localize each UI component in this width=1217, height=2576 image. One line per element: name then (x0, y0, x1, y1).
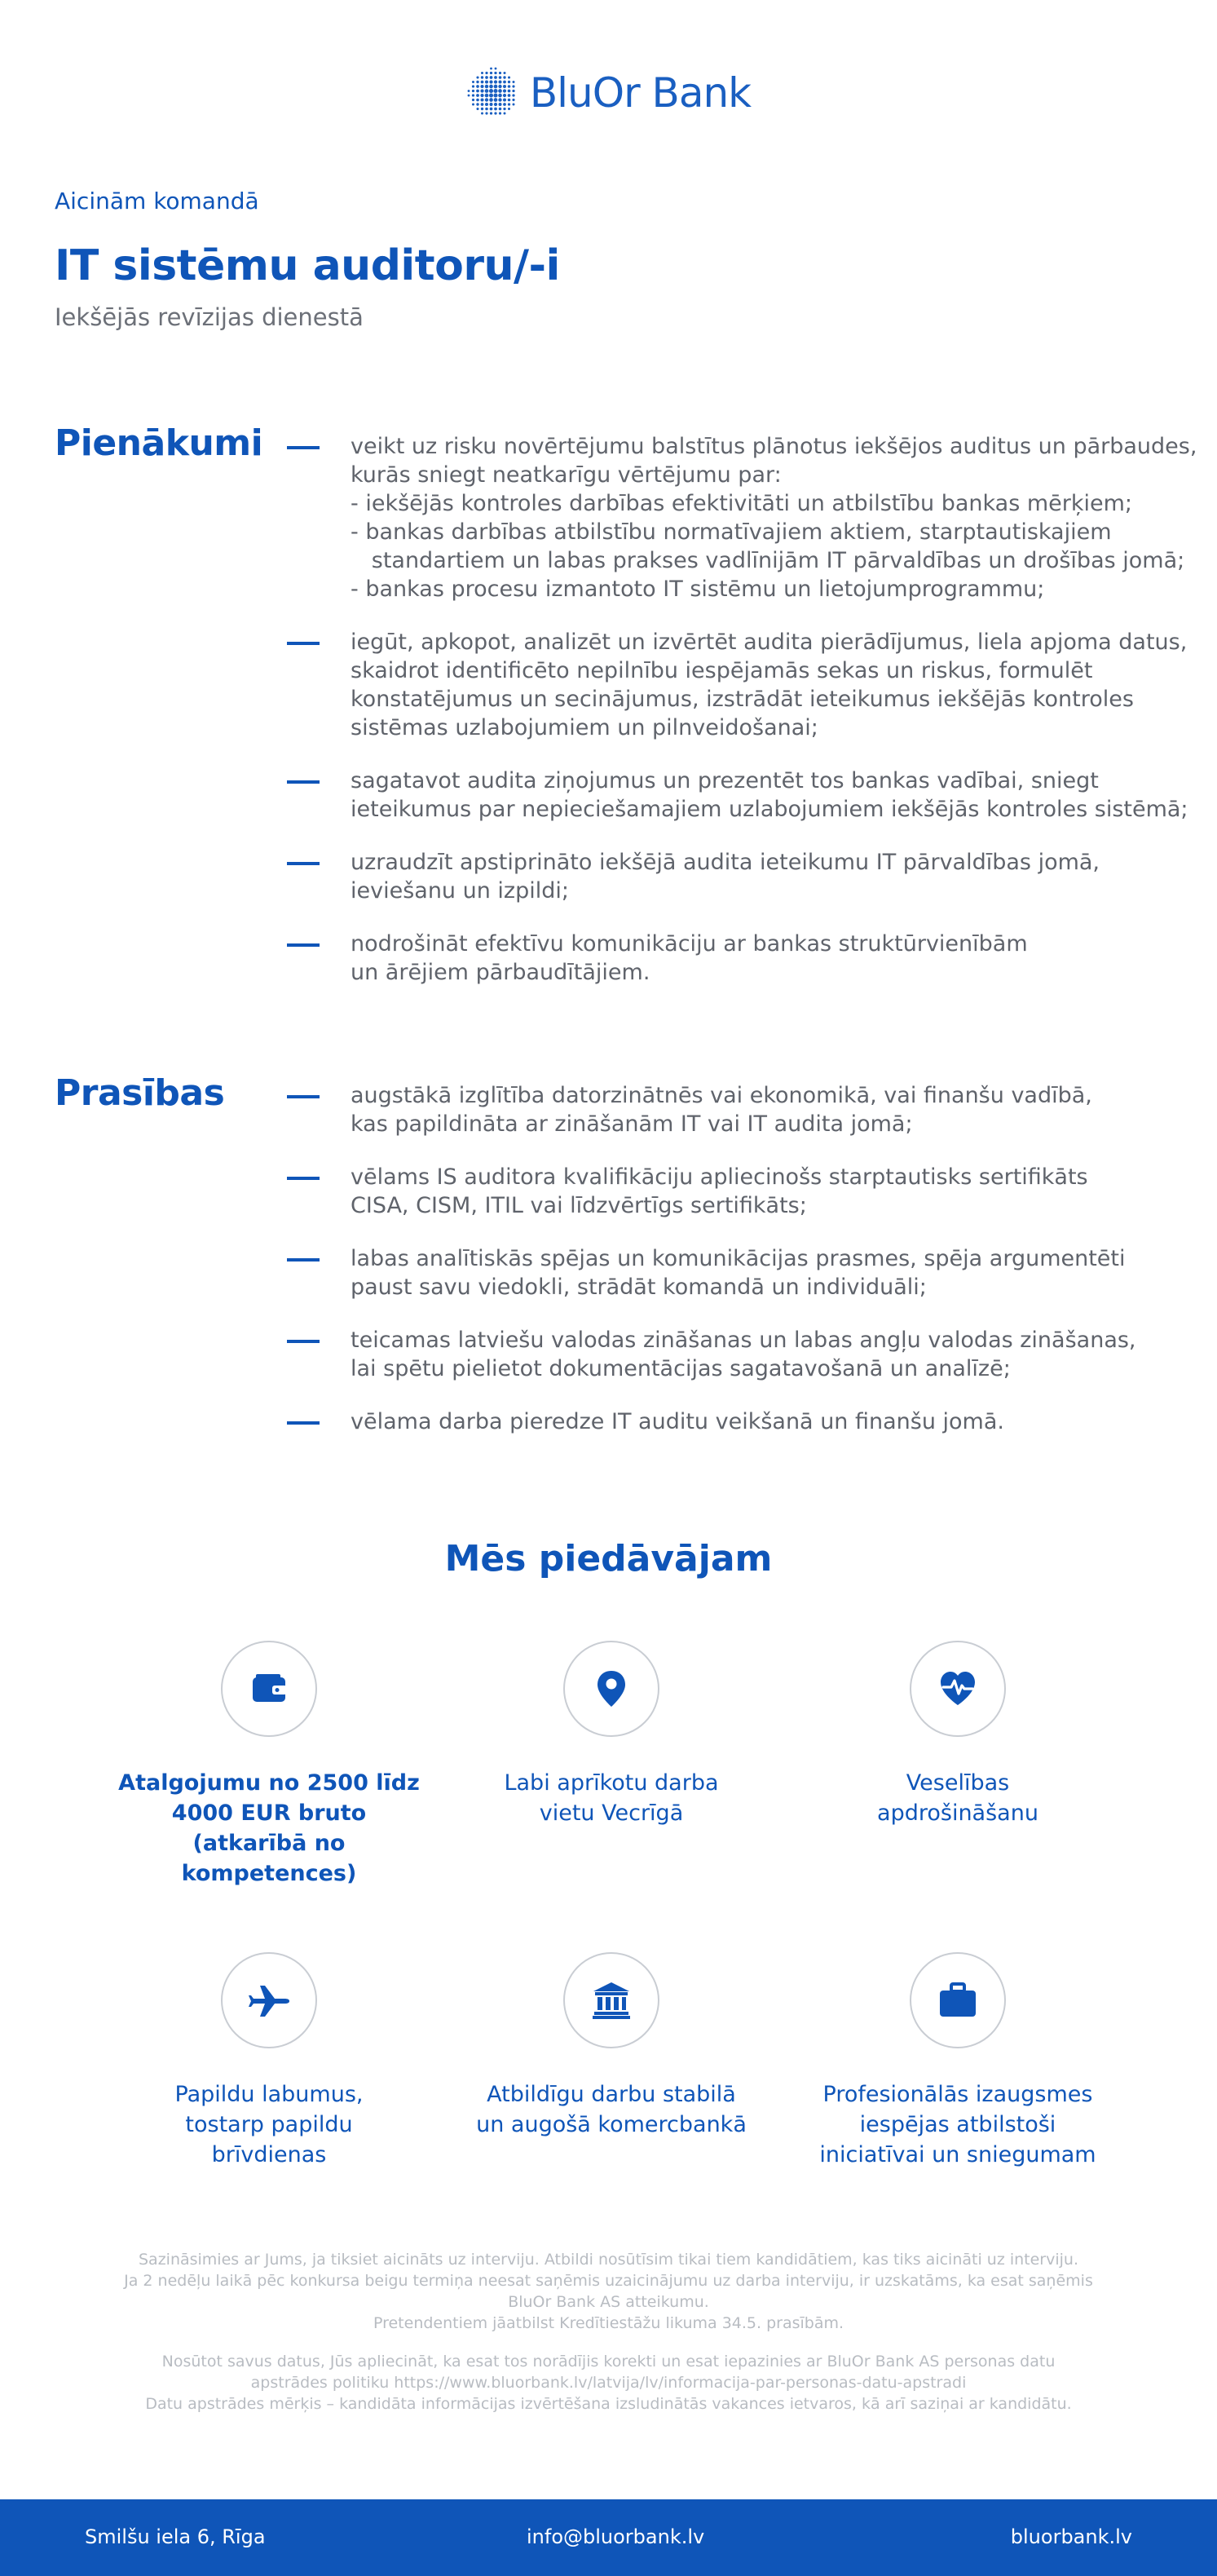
requirement-item-line: paust savu viedokli, strādāt komandā un individuāli; (351, 1275, 927, 1300)
duty-item-line: kurās sniegt neatkarīgu vērtējumu par: (351, 462, 782, 488)
offer-heading: Mēs piedāvājam (444, 1538, 773, 1580)
fine-print-line: Datu apstrādes mērķis – kandidāta informācijas izvērtēšana izsludinātās vakances ietvaros, kā arī saziņai ar kandidātu. (145, 2395, 1072, 2413)
offer-label-line: (atkarībā no (192, 1831, 346, 1856)
footer-website-link[interactable]: bluorbank.lv (1010, 2525, 1132, 2548)
duty-item (287, 848, 1192, 905)
job-title: IT sistēmu auditoru/-i (55, 241, 560, 290)
requirement-item-line: labas analītiskās spējas un komunikācijas prasmes, spēja argumentēti (351, 1246, 1126, 1271)
duty-item-line: nodrošināt efektīvu komunikāciju ar bankas struktūrvienībām (351, 931, 1028, 957)
duty-item-line: sagatavot audita ziņojumus un prezentēt tos bankas vadībai, sniegt (351, 768, 1099, 793)
offer-label-line: Profesionālās izaugsmes (822, 2082, 1093, 2107)
requirement-item-line: lai spētu pielietot dokumentācijas sagatavošanā un analīzē; (351, 1356, 1011, 1381)
offer-card (795, 1952, 1121, 2170)
requirement-item-line: kas papildināta ar zināšanām IT vai IT audita jomā; (351, 1111, 913, 1137)
offer-label-line: Papildu labumus, (174, 2082, 364, 2107)
offer-icon-circle (563, 1641, 659, 1737)
duty-item (287, 767, 1192, 824)
dash-bullet-icon (287, 1258, 320, 1261)
duty-item-line: ieviešanu un izpildi; (351, 878, 569, 904)
requirement-item (287, 1163, 1192, 1220)
requirement-item-line: teicamas latviešu valodas zināšanas un labas angļu valodas zināšanas, (351, 1328, 1136, 1353)
duties-list (287, 432, 1197, 1011)
duty-item-line: konstatējumus un secinājumus, izstrādāt ieteikumus iekšējās kontroles (351, 687, 1134, 712)
offer-label (448, 2079, 774, 2140)
airplane-icon (248, 1979, 290, 2021)
fine-print-privacy (0, 2351, 1217, 2415)
requirement-item (287, 1244, 1192, 1301)
offer-card (106, 1952, 432, 2170)
dash-bullet-icon (287, 780, 320, 784)
requirement-item (287, 1326, 1192, 1383)
duty-item-line: - bankas darbības atbilstību normatīvajiem aktiem, starptautiskajiem (351, 519, 1112, 545)
requirement-item (287, 1081, 1192, 1138)
duties-heading: Pienākumi (55, 422, 263, 464)
fine-print-contact (0, 2249, 1217, 2334)
offer-card (106, 1641, 432, 1889)
requirement-item-line: vēlams IS auditora kvalifikāciju apliecinošs starptautisks sertifikāts (351, 1164, 1088, 1190)
dash-bullet-icon (287, 1340, 320, 1343)
dash-bullet-icon (287, 642, 320, 645)
offer-label (795, 2079, 1121, 2170)
duty-item (287, 930, 1192, 987)
offer-icon-circle (221, 1641, 317, 1737)
briefcase-icon (937, 1979, 979, 2021)
dash-bullet-icon (287, 446, 320, 449)
offer-label-line: apdrošināšanu (877, 1801, 1038, 1826)
fine-print-line: Sazināsimies ar Jums, ja tiksiet aicināts uz interviju. Atbildi nosūtīsim tikai tiem kandidātiem, kas tiks aicināti uz interviju. (138, 2251, 1078, 2269)
offer-label-line: brīvdienas (211, 2142, 327, 2167)
fine-print-line: Nosūtot savus datus, Jūs apliecināt, ka esat tos norādījis korekti un esat iepazinies ar BluOr Bank AS personas datu (161, 2353, 1056, 2371)
duty-item (287, 432, 1197, 603)
fine-print-line: Pretendentiem jāatbilst Kredītiestāžu likuma 34.5. prasībām. (373, 2314, 844, 2332)
duty-item-line: ieteikumus par nepieciešamajiem uzlabojumiem iekšējās kontroles sistēmā; (351, 797, 1188, 822)
brand-name: BluOr Bank (529, 69, 752, 117)
offer-card (448, 1641, 774, 1828)
offer-label (795, 1768, 1121, 1828)
requirement-item-line: CISA, CISM, ITIL vai līdzvērtīgs sertifikāts; (351, 1193, 807, 1218)
offer-label-line: iniciatīvai un sniegumam (819, 2142, 1096, 2167)
requirement-item-line: vēlama darba pieredze IT auditu veikšanā un finanšu jomā. (351, 1409, 1004, 1434)
offer-label-line: Labi aprīkotu darba (504, 1770, 719, 1796)
requirement-item (287, 1407, 1192, 1436)
dash-bullet-icon (287, 862, 320, 865)
offer-label (106, 2079, 432, 2170)
job-subtitle: Iekšējās revīzijas dienestā (55, 303, 364, 331)
offer-label (106, 1768, 432, 1889)
dash-bullet-icon (287, 1177, 320, 1180)
requirements-heading: Prasības (55, 1072, 225, 1114)
duty-item-line: skaidrot identificēto nepilnību iespējamās sekas un riskus, formulēt (351, 658, 1093, 683)
requirements-list (287, 1081, 1192, 1460)
duty-item-line: iegūt, apkopot, analizēt un izvērtēt audita pierādījumus, liela apjoma datus, (351, 630, 1188, 655)
footer-address: Smilšu iela 6, Rīga (85, 2525, 266, 2548)
duty-item-line: sistēmas uzlabojumiem un pilnveidošanai; (351, 715, 818, 740)
location-pin-icon (590, 1668, 633, 1710)
fine-print-line: apstrādes politiku https://www.bluorbank.lv/latvija/lv/informacija-par-personas-datu-apstradi (250, 2374, 967, 2392)
duty-item-line: un ārējiem pārbaudītājiem. (351, 960, 650, 985)
footer (0, 2499, 1217, 2576)
offer-label-line: Atalgojumu no 2500 līdz (118, 1770, 420, 1796)
footer-email-link[interactable]: info@bluorbank.lv (527, 2525, 705, 2548)
duty-item (287, 628, 1192, 742)
duty-item-line: uzraudzīt apstiprināto iekšējā audita ieteikumu IT pārvaldības jomā, (351, 850, 1100, 875)
offer-icon-circle (910, 1952, 1006, 2048)
wallet-icon (248, 1668, 290, 1710)
heart-pulse-icon (937, 1668, 979, 1710)
offer-icon-circle (563, 1952, 659, 2048)
offer-label (448, 1768, 774, 1828)
dash-bullet-icon (287, 1095, 320, 1098)
offer-label-line: 4000 EUR bruto (171, 1801, 367, 1826)
fine-print-line: BluOr Bank AS atteikumu. (508, 2293, 709, 2311)
offer-label-line: Veselības (906, 1770, 1010, 1796)
offer-card (448, 1952, 774, 2140)
offer-label-line: vietu Vecrīgā (539, 1801, 684, 1826)
offer-label-line: tostarp papildu (185, 2112, 353, 2137)
fine-print-line: Ja 2 nedēļu laikā pēc konkursa beigu termiņa neesat saņēmis uzaicinājumu uz darba interviju, ir uzskatāms, ka esat saņēmis (124, 2272, 1093, 2290)
offer-label-line: kompetences) (181, 1861, 357, 1886)
bluor-logo-icon (466, 64, 520, 122)
invite-text: Aicinām komandā (55, 188, 259, 214)
offer-icon-circle (910, 1641, 1006, 1737)
duty-item-line: standartiem un labas prakses vadlīnijām IT pārvaldības un drošības jomā; (351, 548, 1185, 573)
dash-bullet-icon (287, 1421, 320, 1425)
offer-label-line: un augošā komercbankā (476, 2112, 747, 2137)
logo (0, 64, 1217, 122)
offer-card (795, 1641, 1121, 1828)
offer-label-line: iespējas atbilstoši (859, 2112, 1056, 2137)
duty-item-line: - bankas procesu izmantoto IT sistēmu un lietojumprogrammu; (351, 577, 1045, 602)
duty-item-line: veikt uz risku novērtējumu balstītus plānotus iekšējos auditus un pārbaudes, (351, 434, 1197, 459)
bank-building-icon (590, 1979, 633, 2021)
offer-icon-circle (221, 1952, 317, 2048)
dash-bullet-icon (287, 943, 320, 947)
duty-item-line: - iekšējās kontroles darbības efektivitāti un atbilstību bankas mērķiem; (351, 491, 1133, 516)
requirement-item-line: augstākā izglītība datorzinātnēs vai ekonomikā, vai finanšu vadībā, (351, 1083, 1092, 1108)
offer-label-line: Atbildīgu darbu stabilā (487, 2082, 736, 2107)
